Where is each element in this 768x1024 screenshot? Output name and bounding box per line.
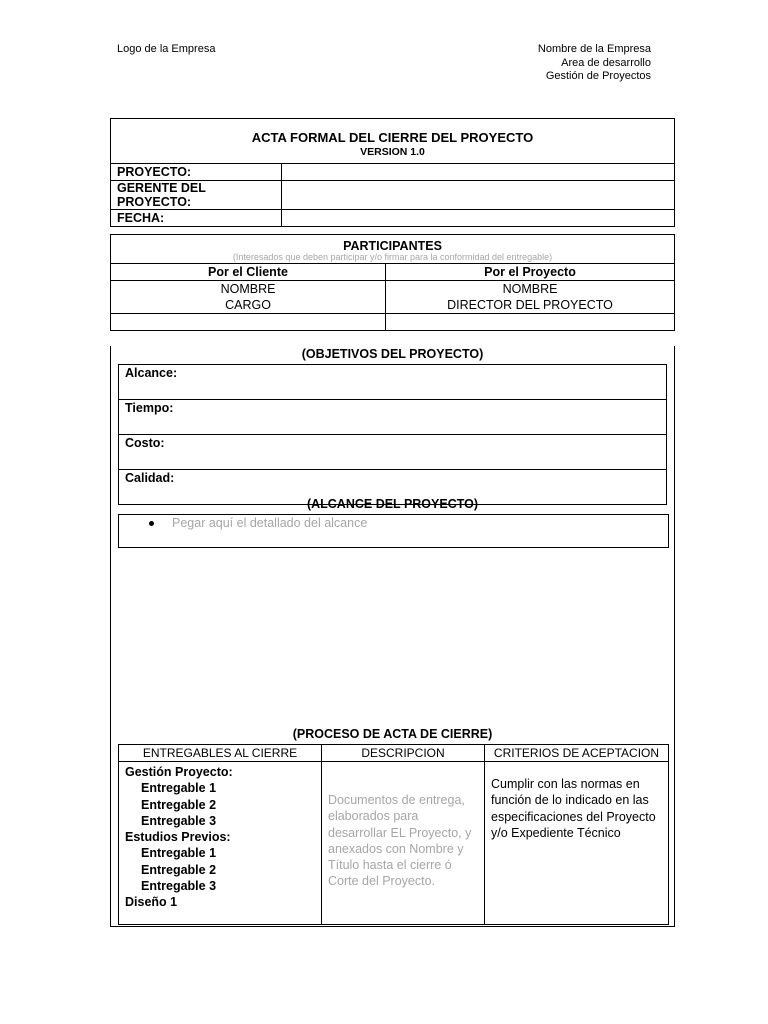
criteria-text: Cumplir con las normas en función de lo indicado en las especificaciones del Proyecto y/o Expediente Técnico: [491, 777, 656, 840]
participants-table: [110, 234, 675, 331]
description-cell: [322, 762, 485, 925]
deliverable-item: Entregable 2: [141, 862, 217, 877]
project-column-header: Por el Proyecto: [386, 264, 675, 281]
company-dept: Gestión de Proyectos: [545, 70, 651, 82]
project-role: DIRECTOR DEL PROYECTO: [447, 298, 613, 312]
project-body-box: [110, 346, 675, 927]
company-logo-placeholder: Logo de la Empresa: [117, 43, 216, 55]
closure-table: [118, 744, 669, 925]
date-label: FECHA:: [111, 210, 282, 227]
document-version: VERSION 1.0: [360, 146, 425, 158]
deliverables-cell: [119, 762, 322, 925]
title-table: [110, 118, 675, 227]
participants-note: (Interesados que deben participar y/o firmar para la conformidad del entregable): [232, 251, 553, 262]
scope-placeholder: Pegar aquí el detallado del alcance: [172, 516, 368, 530]
objective-quality[interactable]: Calidad:: [119, 470, 667, 505]
project-label: PROYECTO:: [111, 164, 282, 181]
bullet-icon: [149, 521, 154, 526]
deliverable-item: Entregable 3: [141, 879, 217, 894]
deliverable-item: Entregable 1: [141, 846, 217, 861]
scope-box[interactable]: [118, 514, 669, 548]
project-signature-cell[interactable]: [386, 314, 675, 331]
manager-label: GERENTE DEL PROYECTO:: [111, 181, 282, 210]
deliverable-group: Gestión Proyecto:: [125, 765, 233, 779]
deliverable-item: Entregable 2: [141, 797, 217, 812]
deliverable-group: Estudios Previos:: [125, 830, 231, 845]
date-value[interactable]: [282, 210, 675, 227]
deliverables-column-header: ENTREGABLES AL CIERRE: [119, 745, 322, 762]
deliverable-item: Entregable 3: [141, 813, 217, 828]
criteria-column-header: CRITERIOS DE ACEPTACION: [485, 745, 669, 762]
client-name: NOMBRE: [220, 282, 276, 296]
objective-time[interactable]: Tiempo:: [119, 400, 667, 435]
client-column-header: Por el Cliente: [111, 264, 386, 281]
objectives-table: [118, 364, 667, 505]
participants-heading-cell: [111, 235, 675, 264]
project-signatory: [386, 281, 675, 314]
company-name: Nombre de la Empresa: [537, 43, 651, 55]
criteria-cell: [485, 762, 669, 925]
client-signatory: [111, 281, 386, 314]
objective-cost[interactable]: Costo:: [119, 435, 667, 470]
participants-heading: PARTICIPANTES: [343, 238, 442, 253]
document-title: ACTA FORMAL DEL CIERRE DEL PROYECTO: [251, 130, 534, 145]
client-signature-cell[interactable]: [111, 314, 386, 331]
company-area: Area de desarrollo: [561, 56, 651, 69]
scope-heading: (ALCANCE DEL PROYECTO): [306, 497, 479, 511]
deliverable-group: Diseño 1: [125, 895, 178, 910]
description-column-header: DESCRIPCION: [322, 745, 485, 762]
client-role: CARGO: [225, 298, 271, 312]
description-text: Documentos de entrega, elaborados para desarrollar EL Proyecto, y anexados con Nombre y Título hasta el cierre ó Corte del Proyecto.: [328, 793, 472, 889]
project-name: NOMBRE: [502, 282, 558, 296]
project-value[interactable]: [282, 164, 675, 181]
closure-heading: (PROCESO DE ACTA DE CIERRE): [292, 727, 493, 741]
objectives-heading: (OBJETIVOS DEL PROYECTO): [301, 347, 484, 361]
manager-value[interactable]: [282, 181, 675, 210]
deliverable-item: Entregable 1: [141, 781, 217, 796]
company-header: [538, 43, 651, 84]
objective-scope[interactable]: Alcance:: [119, 365, 667, 400]
title-cell: [111, 119, 675, 164]
